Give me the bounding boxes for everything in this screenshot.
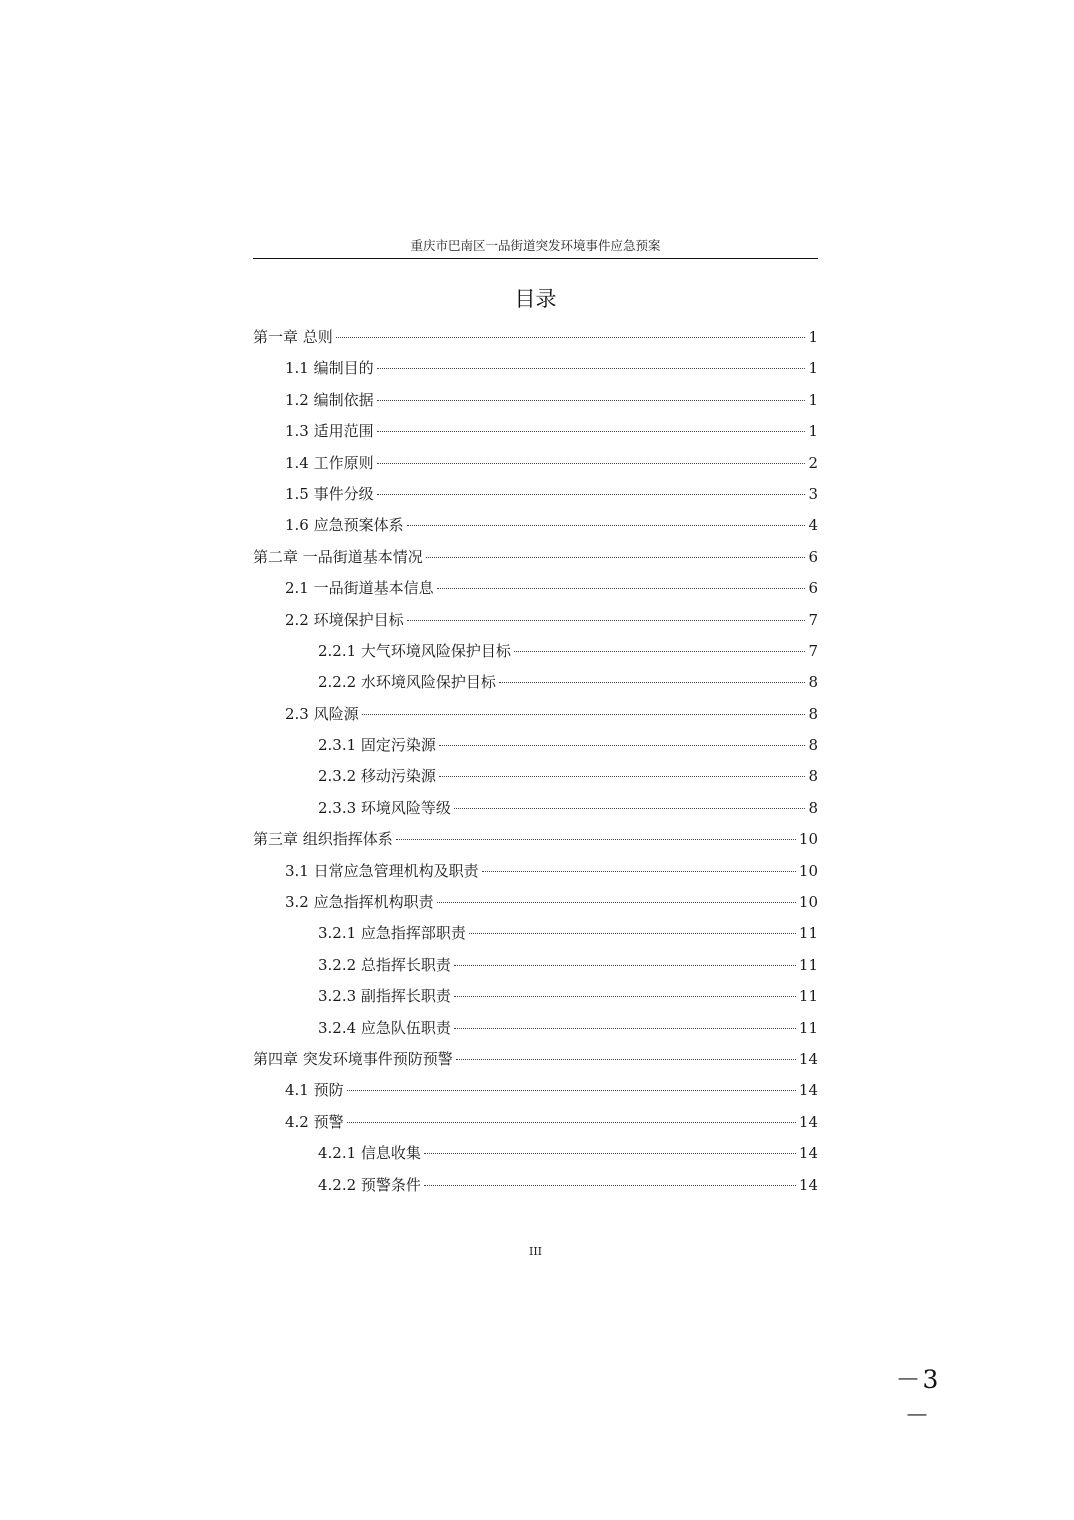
toc-entry[interactable]	[253, 416, 818, 447]
table-of-contents	[253, 322, 818, 1201]
toc-dot-leader	[469, 933, 796, 934]
toc-entry-page: 14	[798, 1081, 818, 1100]
toc-entry-label: 2.3 风险源	[285, 704, 359, 723]
toc-entry-page: 1	[808, 390, 818, 409]
toc-entry-page: 10	[798, 861, 818, 880]
toc-dot-leader	[514, 651, 806, 652]
toc-entry[interactable]	[253, 510, 818, 541]
toc-entry-label: 1.6 应急预案体系	[285, 516, 404, 535]
toc-entry[interactable]	[253, 1075, 818, 1106]
toc-dot-leader	[439, 745, 806, 746]
toc-entry[interactable]	[253, 793, 818, 824]
toc-entry-label: 第二章 一品街道基本情况	[253, 547, 423, 566]
toc-entry-label: 3.1 日常应急管理机构及职责	[285, 861, 479, 880]
toc-entry[interactable]	[253, 1044, 818, 1075]
toc-dot-leader	[437, 588, 806, 589]
toc-entry-page: 8	[808, 673, 818, 692]
toc-entry-page: 8	[808, 767, 818, 786]
toc-entry-label: 2.3.3 环境风险等级	[318, 798, 451, 817]
toc-entry[interactable]	[253, 950, 818, 981]
toc-entry-page: 3	[808, 484, 818, 503]
toc-entry-label: 第三章 组织指挥体系	[253, 830, 393, 849]
toc-entry[interactable]	[253, 385, 818, 416]
toc-dot-leader	[377, 494, 806, 495]
toc-entry-label: 2.1 一品街道基本信息	[285, 579, 434, 598]
toc-entry[interactable]	[253, 856, 818, 887]
toc-entry-page: 11	[798, 987, 818, 1006]
toc-entry-label: 1.2 编制依据	[285, 390, 374, 409]
toc-dot-leader	[377, 431, 806, 432]
toc-dot-leader	[336, 337, 806, 338]
toc-dot-leader	[424, 1153, 796, 1154]
toc-entry-label: 3.2.2 总指挥长职责	[318, 955, 451, 974]
toc-entry-label: 2.2 环境保护目标	[285, 610, 404, 629]
document-header: 重庆市巴南区一品街道突发环境事件应急预案	[253, 236, 818, 259]
toc-entry[interactable]	[253, 636, 818, 667]
toc-entry[interactable]	[253, 1107, 818, 1138]
toc-entry[interactable]	[253, 479, 818, 510]
toc-entry[interactable]	[253, 605, 818, 636]
toc-entry-page: 11	[798, 1018, 818, 1037]
toc-entry[interactable]	[253, 1138, 818, 1169]
toc-entry-label: 1.3 适用范围	[285, 422, 374, 441]
toc-dot-leader	[407, 525, 806, 526]
toc-entry[interactable]	[253, 542, 818, 573]
toc-entry-label: 1.5 事件分级	[285, 484, 374, 503]
toc-entry-label: 2.3.1 固定污染源	[318, 736, 436, 755]
toc-dot-leader	[499, 682, 806, 683]
toc-dot-leader	[454, 808, 806, 809]
toc-dot-leader	[377, 463, 806, 464]
toc-dot-leader	[396, 839, 796, 840]
toc-entry[interactable]	[253, 448, 818, 479]
toc-dot-leader	[362, 714, 806, 715]
toc-entry-page: 6	[808, 579, 818, 598]
toc-entry-label: 4.1 预防	[285, 1081, 344, 1100]
toc-dot-leader	[347, 1090, 796, 1091]
toc-entry-page: 14	[798, 1175, 818, 1194]
toc-entry-page: 10	[798, 830, 818, 849]
toc-entry-page: 8	[808, 704, 818, 723]
toc-entry-page: 14	[798, 1112, 818, 1131]
toc-entry-label: 1.4 工作原则	[285, 453, 374, 472]
toc-entry[interactable]	[253, 730, 818, 761]
toc-entry-page: 14	[798, 1049, 818, 1068]
toc-entry-page: 14	[798, 1144, 818, 1163]
toc-entry[interactable]	[253, 353, 818, 384]
toc-entry-label: 4.2.1 信息收集	[318, 1144, 421, 1163]
toc-entry-page: 1	[808, 359, 818, 378]
toc-entry-label: 第四章 突发环境事件预防预警	[253, 1049, 453, 1068]
toc-entry-label: 4.2 预警	[285, 1112, 344, 1131]
toc-entry[interactable]	[253, 761, 818, 792]
toc-dot-leader	[454, 965, 796, 966]
toc-entry-label: 4.2.2 预警条件	[318, 1175, 421, 1194]
toc-entry-label: 3.2.1 应急指挥部职责	[318, 924, 466, 943]
toc-entry-label: 2.3.2 移动污染源	[318, 767, 436, 786]
toc-dot-leader	[377, 368, 806, 369]
toc-dot-leader	[424, 1185, 796, 1186]
toc-entry[interactable]	[253, 981, 818, 1012]
toc-dot-leader	[437, 902, 796, 903]
toc-title: 目录	[514, 287, 557, 311]
toc-dot-leader	[426, 557, 806, 558]
toc-entry-label: 2.2.2 水环境风险保护目标	[318, 673, 496, 692]
roman-page-number: III	[528, 1245, 543, 1258]
toc-entry[interactable]	[253, 699, 818, 730]
toc-entry-page: 4	[808, 516, 818, 535]
toc-entry-label: 3.2.4 应急队伍职责	[318, 1018, 451, 1037]
toc-dot-leader	[347, 1122, 796, 1123]
toc-entry-page: 1	[808, 422, 818, 441]
toc-entry-page: 11	[798, 924, 818, 943]
toc-entry[interactable]	[253, 667, 818, 698]
toc-entry[interactable]	[253, 918, 818, 949]
toc-entry-page: 7	[808, 610, 818, 629]
toc-entry-label: 2.2.1 大气环境风险保护目标	[318, 641, 511, 660]
toc-entry-page: 8	[808, 798, 818, 817]
toc-entry-page: 11	[798, 955, 818, 974]
toc-entry[interactable]	[253, 1013, 818, 1044]
toc-entry-page: 6	[808, 547, 818, 566]
toc-entry[interactable]	[253, 322, 818, 353]
toc-entry-label: 3.2.3 副指挥长职责	[318, 987, 451, 1006]
toc-entry[interactable]	[253, 1170, 818, 1201]
toc-entry-page: 8	[808, 736, 818, 755]
toc-entry-page: 10	[798, 893, 818, 912]
toc-entry-label: 1.1 编制目的	[285, 359, 374, 378]
toc-dot-leader	[482, 871, 796, 872]
toc-entry-page: 7	[808, 641, 818, 660]
toc-dot-leader	[454, 1028, 796, 1029]
toc-dot-leader	[407, 620, 806, 621]
toc-entry-page: 2	[808, 453, 818, 472]
toc-entry-label: 3.2 应急指挥机构职责	[285, 893, 434, 912]
sheet-page-number: －3－	[895, 1365, 941, 1430]
toc-entry-label: 第一章 总则	[253, 328, 333, 346]
toc-entry-page: 1	[808, 328, 818, 346]
toc-dot-leader	[377, 400, 806, 401]
toc-entry[interactable]	[253, 887, 818, 918]
toc-dot-leader	[456, 1059, 796, 1060]
toc-entry[interactable]	[253, 573, 818, 604]
toc-dot-leader	[439, 776, 806, 777]
toc-dot-leader	[454, 996, 796, 997]
toc-entry[interactable]	[253, 824, 818, 855]
